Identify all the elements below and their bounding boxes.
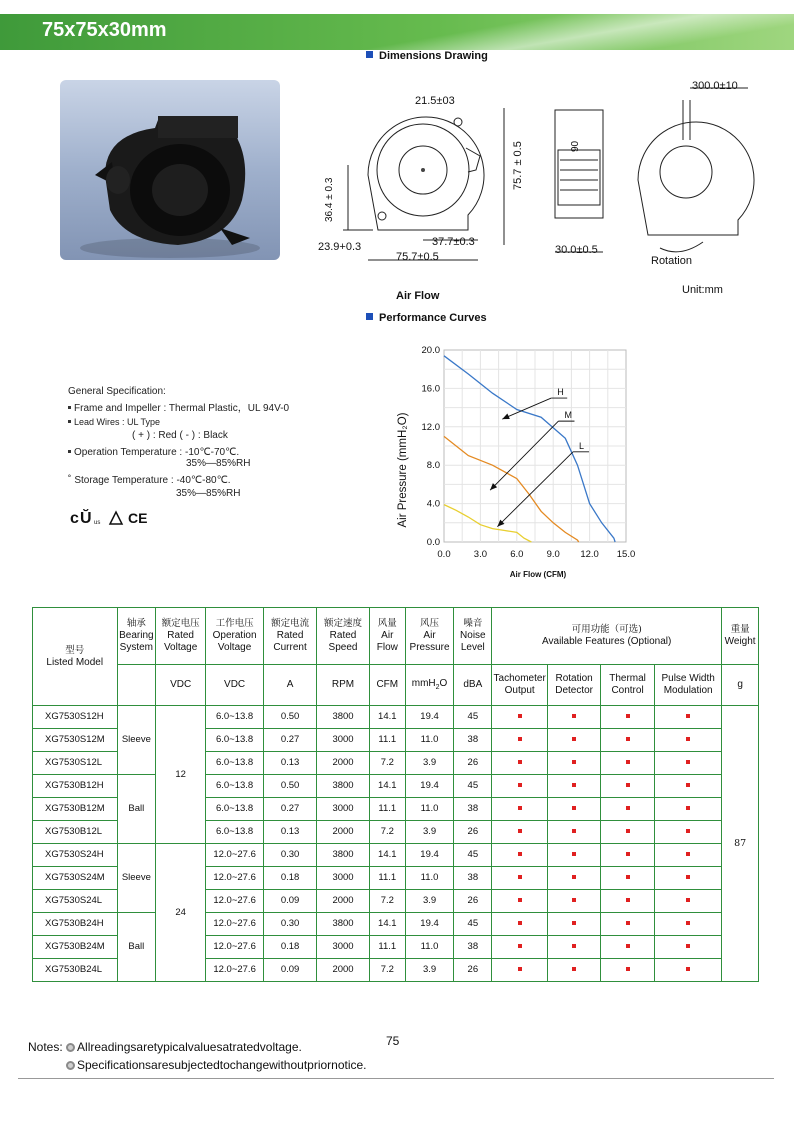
rotation-label: Rotation <box>651 255 692 267</box>
dim-36-4: 36.4 ± 0.3 <box>324 177 335 222</box>
unit-label: Unit:mm <box>682 284 723 296</box>
feature-available-icon <box>626 921 630 925</box>
feature-available-icon <box>686 944 690 948</box>
cell-current: 0.30 <box>264 844 317 867</box>
spec-op-temp: Operation Temperature : -10℃-70℃. <box>68 447 239 458</box>
cell-feature <box>655 706 722 729</box>
cell-pressure: 19.4 <box>405 844 454 867</box>
cell-noise: 26 <box>454 890 492 913</box>
chart-x-tick: 12.0 <box>580 549 599 560</box>
cell-feature <box>655 798 722 821</box>
cell-bearing: Ball <box>117 775 156 844</box>
feature-available-icon <box>518 967 522 971</box>
footer-divider <box>18 1078 774 1079</box>
feature-available-icon <box>572 783 576 787</box>
cell-operation-voltage: 6.0~13.8 <box>206 775 264 798</box>
cell-feature <box>601 706 655 729</box>
feature-available-icon <box>572 967 576 971</box>
cell-bearing: Sleeve <box>117 844 156 913</box>
cell-speed: 2000 <box>317 959 370 982</box>
col-bearing: 轴承 Bearing System <box>117 608 156 665</box>
cell-speed: 3800 <box>317 706 370 729</box>
feature-available-icon <box>518 944 522 948</box>
page-title: 75x75x30mm <box>42 19 167 41</box>
cell-bearing: Sleeve <box>117 706 156 775</box>
col-rated-current: 额定电流 Rated Current <box>264 608 317 665</box>
cell-noise: 26 <box>454 821 492 844</box>
cell-feature <box>655 959 722 982</box>
feature-available-icon <box>626 760 630 764</box>
cell-feature <box>655 844 722 867</box>
cell-rated-voltage: 24 <box>156 844 206 982</box>
cell-feature <box>492 913 548 936</box>
dim-300: 300.0±10 <box>692 80 738 92</box>
chart-y-tick: 0.0 <box>426 537 440 548</box>
cell-pressure: 3.9 <box>405 752 454 775</box>
chart-x-tick: 9.0 <box>546 549 560 560</box>
unit-noise: dBA <box>454 665 492 706</box>
cell-speed: 2000 <box>317 890 370 913</box>
cell-feature <box>492 821 548 844</box>
feature-available-icon <box>626 714 630 718</box>
cell-current: 0.50 <box>264 775 317 798</box>
cell-noise: 26 <box>454 959 492 982</box>
cell-feature <box>492 867 548 890</box>
cell-pressure: 3.9 <box>405 959 454 982</box>
feature-available-icon <box>572 737 576 741</box>
cell-feature <box>548 959 601 982</box>
feature-available-icon <box>572 829 576 833</box>
cell-pressure: 11.0 <box>405 798 454 821</box>
certification-logos-icon <box>68 506 148 528</box>
cell-noise: 45 <box>454 775 492 798</box>
note-1: Allreadingsaretypicalvaluesatratedvoltage. <box>77 1040 302 1054</box>
cell-speed: 3000 <box>317 798 370 821</box>
cell-pressure: 19.4 <box>405 913 454 936</box>
cell-model: XG7530B12M <box>33 798 118 821</box>
svg-text:c: c <box>70 510 79 527</box>
chart-series-label: H <box>557 387 564 398</box>
cell-feature <box>655 867 722 890</box>
cell-feature <box>655 729 722 752</box>
col-noise: 噪音 Noise Level <box>454 608 492 665</box>
cell-feature <box>655 821 722 844</box>
cell-feature <box>548 844 601 867</box>
cell-pressure: 3.9 <box>405 890 454 913</box>
cell-noise: 38 <box>454 936 492 959</box>
feature-available-icon <box>518 852 522 856</box>
cell-current: 0.50 <box>264 706 317 729</box>
cell-flow: 14.1 <box>369 844 405 867</box>
cell-speed: 2000 <box>317 821 370 844</box>
cell-feature <box>601 821 655 844</box>
feat-pwm: Pulse Width Modulation <box>655 665 722 706</box>
spec-leads-colors: ( + ) : Red ( - ) : Black <box>132 430 228 441</box>
svg-text:Ŭ: Ŭ <box>80 510 92 527</box>
cell-operation-voltage: 12.0~27.6 <box>206 867 264 890</box>
cell-feature <box>548 821 601 844</box>
feature-available-icon <box>572 875 576 879</box>
cell-current: 0.27 <box>264 729 317 752</box>
feature-available-icon <box>626 829 630 833</box>
feature-available-icon <box>686 852 690 856</box>
cell-flow: 7.2 <box>369 890 405 913</box>
feature-available-icon <box>572 921 576 925</box>
cell-feature <box>601 890 655 913</box>
cell-noise: 38 <box>454 798 492 821</box>
cell-feature <box>655 913 722 936</box>
col-weight: 重量 Weight <box>722 608 759 665</box>
unit-current: A <box>264 665 317 706</box>
cell-bearing: Ball <box>117 913 156 982</box>
cell-feature <box>492 706 548 729</box>
cell-feature <box>492 775 548 798</box>
feature-available-icon <box>518 829 522 833</box>
cell-flow: 11.1 <box>369 729 405 752</box>
feature-available-icon <box>518 875 522 879</box>
air-flow-label: Air Flow <box>396 290 440 302</box>
cell-operation-voltage: 12.0~27.6 <box>206 936 264 959</box>
feature-available-icon <box>518 806 522 810</box>
cell-model: XG7530S12L <box>33 752 118 775</box>
cell-feature <box>492 752 548 775</box>
cell-feature <box>548 936 601 959</box>
cell-model: XG7530B24H <box>33 913 118 936</box>
cell-rated-voltage: 12 <box>156 706 206 844</box>
cell-speed: 3000 <box>317 729 370 752</box>
cell-feature <box>548 867 601 890</box>
feature-available-icon <box>626 852 630 856</box>
feature-available-icon <box>686 921 690 925</box>
cell-speed: 3800 <box>317 844 370 867</box>
chart-x-axis-label: Air Flow (CFM) <box>509 570 567 579</box>
cell-pressure: 3.9 <box>405 821 454 844</box>
cell-model: XG7530B24L <box>33 959 118 982</box>
performance-heading: Performance Curves <box>366 312 487 324</box>
feat-thermal-control: Thermal Control <box>601 665 655 706</box>
table-row <box>33 775 759 798</box>
col-features: 可用功能（可选) Available Features (Optional) <box>492 608 722 665</box>
cell-feature <box>492 798 548 821</box>
cell-current: 0.30 <box>264 913 317 936</box>
spec-table <box>32 607 759 982</box>
chart-x-tick: 15.0 <box>616 549 636 560</box>
chart-x-tick: 3.0 <box>473 549 488 560</box>
cell-speed: 3000 <box>317 936 370 959</box>
feature-available-icon <box>686 714 690 718</box>
unit-bearing <box>117 665 156 706</box>
cell-operation-voltage: 12.0~27.6 <box>206 844 264 867</box>
feature-available-icon <box>626 944 630 948</box>
cell-feature <box>492 729 548 752</box>
chart-x-tick: 0.0 <box>437 549 451 560</box>
cell-feature <box>492 959 548 982</box>
cell-model: XG7530B24M <box>33 936 118 959</box>
dimensions-heading: Dimensions Drawing <box>366 50 488 62</box>
cell-flow: 11.1 <box>369 936 405 959</box>
notes-label: Notes: <box>28 1040 63 1054</box>
unit-speed: RPM <box>317 665 370 706</box>
svg-text:CE: CE <box>128 510 148 526</box>
feature-available-icon <box>686 829 690 833</box>
cell-flow: 7.2 <box>369 821 405 844</box>
cell-flow: 11.1 <box>369 867 405 890</box>
cell-operation-voltage: 6.0~13.8 <box>206 752 264 775</box>
cell-operation-voltage: 12.0~27.6 <box>206 890 264 913</box>
unit-pressure: mmH$_2$O <box>405 665 454 706</box>
dim-90: 90 <box>570 140 581 152</box>
spec-frame: Frame and Impeller : Thermal Plastic，UL 94V-0 <box>68 399 289 414</box>
col-air-pressure: 风压 Air Pressure <box>405 608 454 665</box>
dim-37-7: 37.7±0.3 <box>432 236 475 248</box>
feature-available-icon <box>518 737 522 741</box>
feature-available-icon <box>572 852 576 856</box>
cell-operation-voltage: 6.0~13.8 <box>206 798 264 821</box>
cell-current: 0.13 <box>264 752 317 775</box>
col-model: 型号 Listed Model <box>33 608 118 706</box>
feature-available-icon <box>572 760 576 764</box>
cell-noise: 45 <box>454 706 492 729</box>
cell-speed: 3000 <box>317 867 370 890</box>
cell-feature <box>548 729 601 752</box>
dim-75-7-vertical: 75.7 ± 0.5 <box>512 141 524 190</box>
cell-current: 0.18 <box>264 936 317 959</box>
cell-feature <box>548 913 601 936</box>
cell-model: XG7530S24L <box>33 890 118 913</box>
cell-current: 0.13 <box>264 821 317 844</box>
col-operation-voltage: 工作电压 Operation Voltage <box>206 608 264 665</box>
cell-feature <box>492 936 548 959</box>
feature-available-icon <box>686 806 690 810</box>
cell-feature <box>601 936 655 959</box>
unit-rated-voltage: VDC <box>156 665 206 706</box>
cell-model: XG7530B12L <box>33 821 118 844</box>
performance-chart-svg <box>380 338 640 588</box>
spec-leads: Lead Wires : UL Type <box>68 417 160 427</box>
cell-speed: 3800 <box>317 913 370 936</box>
page-number: 75 <box>386 1034 400 1048</box>
unit-operation-voltage: VDC <box>206 665 264 706</box>
dim-75-7-horizontal: 75.7±0.5 <box>396 251 439 263</box>
cell-noise: 38 <box>454 867 492 890</box>
dim-23-9: 23.9+0.3 <box>318 241 362 253</box>
cell-pressure: 19.4 <box>405 706 454 729</box>
cell-feature <box>548 775 601 798</box>
cell-feature <box>601 775 655 798</box>
col-rated-speed: 额定速度 Rated Speed <box>317 608 370 665</box>
cell-operation-voltage: 12.0~27.6 <box>206 959 264 982</box>
cell-feature <box>601 798 655 821</box>
feature-available-icon <box>518 760 522 764</box>
cell-feature <box>492 890 548 913</box>
cell-flow: 11.1 <box>369 798 405 821</box>
product-photo <box>60 80 280 260</box>
chart-series-label: M <box>564 410 572 421</box>
feature-available-icon <box>686 737 690 741</box>
cell-feature <box>548 890 601 913</box>
table-row <box>33 913 759 936</box>
unit-weight: g <box>722 665 759 706</box>
cell-flow: 14.1 <box>369 913 405 936</box>
square-bullet-icon <box>366 313 373 320</box>
feat-rotation-detector: Rotation Detector <box>548 665 601 706</box>
cell-operation-voltage: 12.0~27.6 <box>206 913 264 936</box>
cell-flow: 7.2 <box>369 959 405 982</box>
dim-21-5: 21.5±03 <box>415 95 455 107</box>
cell-pressure: 19.4 <box>405 775 454 798</box>
svg-text:us: us <box>94 520 101 526</box>
cell-operation-voltage: 6.0~13.8 <box>206 729 264 752</box>
unit-flow: CFM <box>369 665 405 706</box>
table-row <box>33 706 759 729</box>
feature-available-icon <box>572 898 576 902</box>
cell-feature <box>601 867 655 890</box>
cell-noise: 45 <box>454 913 492 936</box>
cell-pressure: 11.0 <box>405 867 454 890</box>
cell-flow: 14.1 <box>369 706 405 729</box>
cell-speed: 2000 <box>317 752 370 775</box>
performance-chart <box>380 338 640 588</box>
feature-available-icon <box>518 783 522 787</box>
feature-available-icon <box>518 898 522 902</box>
cell-feature <box>601 752 655 775</box>
cell-pressure: 11.0 <box>405 936 454 959</box>
feature-available-icon <box>626 898 630 902</box>
chart-y-tick: 12.0 <box>421 421 440 433</box>
table-row <box>33 844 759 867</box>
feature-available-icon <box>572 714 576 718</box>
cell-feature <box>601 913 655 936</box>
square-bullet-icon <box>366 51 373 58</box>
dimensions-drawing <box>318 80 758 280</box>
cell-noise: 45 <box>454 844 492 867</box>
cell-feature <box>601 959 655 982</box>
cell-model: XG7530S12M <box>33 729 118 752</box>
col-rated-voltage: 额定电压 Rated Voltage <box>156 608 206 665</box>
cell-current: 0.18 <box>264 867 317 890</box>
spec-op-rh: 35%—85%RH <box>186 458 251 469</box>
cell-feature <box>601 844 655 867</box>
feature-available-icon <box>626 806 630 810</box>
cell-operation-voltage: 6.0~13.8 <box>206 821 264 844</box>
feature-available-icon <box>686 875 690 879</box>
cell-noise: 26 <box>454 752 492 775</box>
cell-operation-voltage: 6.0~13.8 <box>206 706 264 729</box>
cell-feature <box>655 890 722 913</box>
feature-available-icon <box>572 944 576 948</box>
circle-bullet-icon <box>66 1043 75 1052</box>
feature-available-icon <box>686 898 690 902</box>
cell-current: 0.09 <box>264 959 317 982</box>
cell-feature <box>655 936 722 959</box>
spec-st-rh: 35%—85%RH <box>176 488 241 499</box>
chart-y-axis-label: Air Pressure (mmH₂O) <box>397 412 409 528</box>
cell-weight: 87 <box>722 706 759 982</box>
chart-y-tick: 20.0 <box>421 345 440 356</box>
feature-available-icon <box>686 760 690 764</box>
feature-available-icon <box>686 967 690 971</box>
chart-x-tick: 6.0 <box>510 549 524 560</box>
spec-title: General Specification: <box>68 386 166 397</box>
spec-st-temp: ˚ Storage Temperature : -40℃-80℃. <box>68 475 231 486</box>
cell-noise: 38 <box>454 729 492 752</box>
feature-available-icon <box>518 921 522 925</box>
cell-flow: 14.1 <box>369 775 405 798</box>
cell-feature <box>548 706 601 729</box>
circle-bullet-icon <box>66 1061 75 1070</box>
cell-current: 0.27 <box>264 798 317 821</box>
cell-speed: 3800 <box>317 775 370 798</box>
note-2: Specificationsaresubjectedtochangewithoutpriornotice. <box>77 1058 367 1072</box>
cell-model: XG7530S24M <box>33 867 118 890</box>
cell-feature <box>492 844 548 867</box>
feature-available-icon <box>626 967 630 971</box>
feature-available-icon <box>686 783 690 787</box>
cell-feature <box>601 729 655 752</box>
chart-series-label: L <box>579 440 585 451</box>
feature-available-icon <box>626 737 630 741</box>
dim-30-0: 30.0±0.5 <box>555 244 598 256</box>
cell-feature <box>548 798 601 821</box>
cell-model: XG7530B12H <box>33 775 118 798</box>
notes <box>28 1040 367 1072</box>
cell-feature <box>655 752 722 775</box>
chart-y-tick: 16.0 <box>421 383 440 395</box>
feature-available-icon <box>572 806 576 810</box>
chart-y-tick: 8.0 <box>426 460 440 472</box>
cell-pressure: 11.0 <box>405 729 454 752</box>
feature-available-icon <box>518 714 522 718</box>
feature-available-icon <box>626 783 630 787</box>
cell-model: XG7530S24H <box>33 844 118 867</box>
cell-model: XG7530S12H <box>33 706 118 729</box>
cell-feature <box>655 775 722 798</box>
feat-tachometer: Tachometer Output <box>492 665 548 706</box>
cell-flow: 7.2 <box>369 752 405 775</box>
chart-y-tick: 4.0 <box>426 498 440 510</box>
cell-feature <box>548 752 601 775</box>
cell-current: 0.09 <box>264 890 317 913</box>
feature-available-icon <box>626 875 630 879</box>
col-air-flow: 风量 Air Flow <box>369 608 405 665</box>
